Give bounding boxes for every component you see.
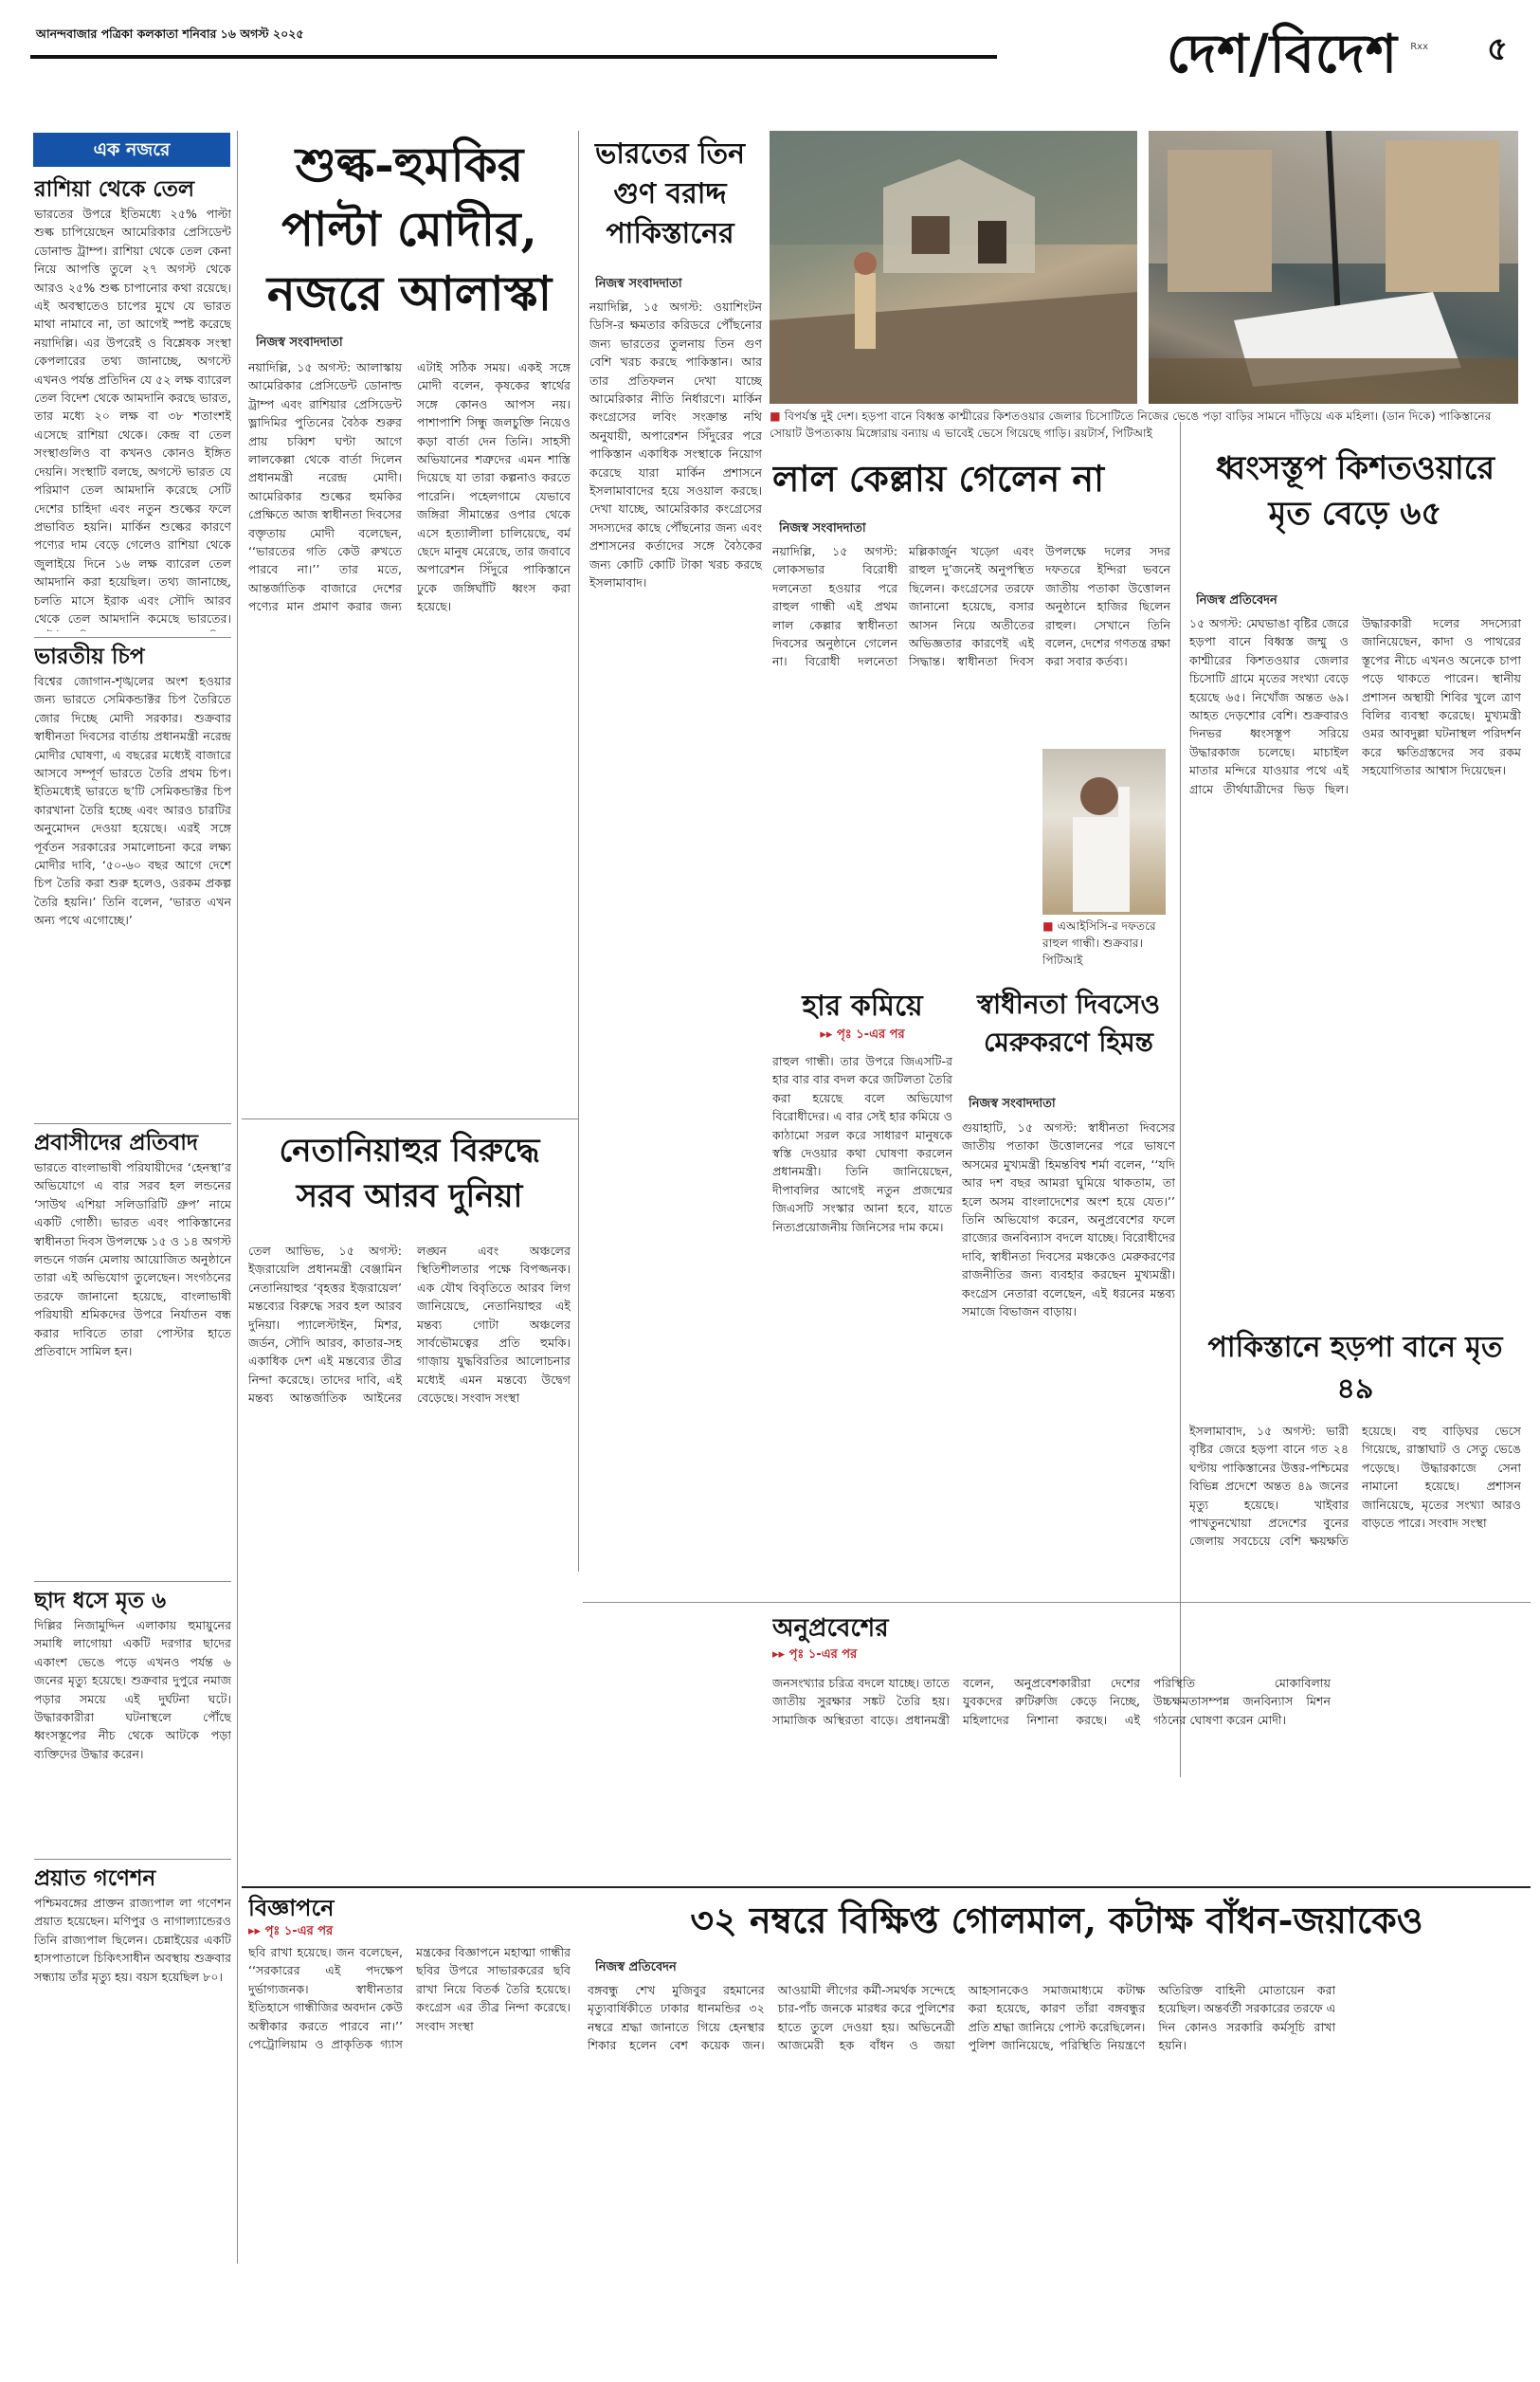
lead-body: নয়াদিল্লি, ১৫ অগস্ট: আলাস্কায় আমেরিকার প্রেসিডেন্ট ডোনাল্ড ট্রাম্প এবং রাশিয়ার প্রেসিডেন্ট ভ্লাদিমির পুতিনের বৈঠক শুরুর প্রায় চব্বিশ ঘণ্টা আগে লালকেল্লা থেকে বার্তা দিলেন প্রধানমন্ত্রী নরেন্দ্র মোদী। আমেরিকার শুল্কের হুমকির প্রেক্ষিতে আজ স্বাধীনতা দিবসের বক্তৃতায় মোদী বলেছেন, ‘‘ভারতের গতি কেউ রুখতে পারবে না।’’ তার মতে, আন্তর্জাতিক বাজারে দেশের পণ্যের মান প্রমাণ করার জন্য এটাই সঠিক সময়। একই সঙ্গে মোদী বলেন, কৃষকের স্বার্থের সঙ্গে কোনও আপস নয়। পাশাপাশি সিন্ধু জলচুক্তি নিয়েও কড়া বার্তা দেন তিনি। সাহসী অভিযানের শত্রুদের এমন শাস্তি দিয়েছে যা তারা কল্পনাও করতে পারেনি। পহেলগামে যেভাবে জঙ্গিরা সীমান্তের ওপার থেকে এসে হত্যালীলা চালিয়েছে, বর্ম ছেদে মানুষ মেরেছে, তার জবাবে অপারেশন সিঁদুরে পাকিস্তানে ঢুকে জঙ্গিঘাঁটি ধ্বংস করা হয়েছে।: [248, 360, 571, 614]
brief-body: পশ্চিমবঙ্গের প্রাক্তন রাজ্যপাল লা গণেশন প্রয়াত হয়েছেন। মণিপুর ও নাগাল্যান্ডেরও তিনি রাজ্যপাল ছিলেন। চেন্নাইয়ের একটি হাসপাতালে চিকিৎসাধীন অবস্থায় শুক্রবার সন্ধ্যায় তাঁর মৃত্যু হয়। বয়স হয়েছিল ৮০।: [34, 1896, 231, 1984]
kishtwar-body: ১৫ অগস্ট: মেঘভাঙা বৃষ্টির জেরে হড়পা বানে বিধ্বস্ত জম্মু ও কাশ্মীরের কিশতওয়ার জেলার চিসোটি গ্রামে মৃতের সংখ্যা বেড়ে হয়েছে ৬৫। নিখোঁজ অন্তত ৬৯। আহত দেড়শোর বেশি। শুক্রবারও দিনভর ধ্বংসস্তূপ সরিয়ে উদ্ধারকাজ চলেছে। মাচাইল মাতার মন্দিরে যাওয়ার পথে এই গ্রামে তীর্থযাত্রীদের ভিড় ছিল। উদ্ধারকারী দলের সদস্যেরা জানিয়েছেন, কাদা ও পাথরের স্তূপের নীচে এখনও অনেকে চাপা পড়ে থাকতে পারেন। স্থানীয় প্রশাসন অস্থায়ী শিবির খুলে ত্রাণ বিলির ব্যবস্থা করেছে। মুখ্যমন্ত্রী ওমর আবদুল্লা ঘটনাস্থল পরিদর্শন করে ক্ষতিগ্রস্তদের সব রকম সহযোগিতার আশ্বাস দিয়েছেন।: [1189, 616, 1521, 796]
pak-flood-headline: পাকিস্তানে হড়পা বানে মৃত ৪৯: [1207, 1331, 1503, 1406]
netanyahu-headline-box: [248, 1128, 571, 1232]
haar-continued: পৃঃ ১-এর পর: [836, 1027, 905, 1042]
rahul-byline: নিজস্ব সংবাদদাতা: [779, 521, 866, 536]
haar-headline-box: [772, 988, 952, 1048]
lead-headline-box: [248, 133, 571, 332]
continued-arrow-icon: ▸▸: [820, 1027, 837, 1042]
rahul-headline-box: [772, 453, 1170, 506]
himanta-body: গুয়াহাটি, ১৫ অগস্ট: স্বাধীনতা দিবসের জাতীয় পতাকা উত্তোলনের পরে ভাষণে অসমের মুখ্যমন্ত্রী হিমন্তবিশ্ব শর্মা বলেন, ‘‘যদি আর দশ বছর আমরা ঘুমিয়ে থাকতাম, তা হলে অসম বাংলাদেশের অংশ হয়ে যেত।’’ তিনি অভিযোগ করেন, অনুপ্রবেশের ফলে রাজ্যের জনবিন্যাস বদলে যাচ্ছে। বিরোধীদের দাবি, স্বাধীনতা দিবসের মঞ্চকেও মেরুকরণের রাজনীতির জন্য ব্যবহার করছেন মুখ্যমন্ত্রী। কংগ্রেস নেতারা বলেছেন, এই ধরনের মন্তব্য সমাজে বিভাজন বাড়ায়।: [962, 1120, 1175, 1319]
anupravesh-continued: পৃঃ ১-এর পর: [788, 1647, 858, 1662]
brief-title: প্রবাসীদের প্রতিবাদ: [34, 1130, 198, 1155]
netanyahu-body: তেল আভিভ, ১৫ অগস্ট: ইজ়রায়েলি প্রধানমন্ত্রী বেঞ্জামিন নেতানিয়াহুর ‘বৃহত্তর ইজ়রায়েল’ মন্তব্যের বিরুদ্ধে সরব হল আরব দুনিয়া। প্যালেস্টাইন, মিশর, জর্ডন, সৌদি আরব, কাতার-সহ একাধিক দেশ এই মন্তব্যের তীব্র নিন্দা করেছে। তাদের দাবি, এই মন্তব্য আন্তর্জাতিক আইনের লঙ্ঘন এবং অঞ্চলের স্থিতিশীলতার পক্ষে বিপজ্জনক। এক যৌথ বিবৃতিতে আরব লিগ জানিয়েছে, নেতানিয়াহুর এই মন্তব্য গোটা অঞ্চলের সার্বভৌমত্বের প্রতি হুমকি। গাজ়ায় যুদ্ধবিরতির আলোচনার মধ্যেই এমন মন্তব্যে উদ্বেগ বেড়েছে। সংবাদ সংস্থা: [248, 1244, 571, 1406]
brief-title: প্রয়াত গণেশন: [34, 1865, 156, 1891]
anupravesh-body: জনসংখ্যার চরিত্র বদলে যাচ্ছে। তাতে জাতীয় সুরক্ষার সঙ্কট তৈরি হয়। সামাজিক অস্থিরতা বাড়ে। প্রধানমন্ত্রী বলেন, অনুপ্রবেশকারীরা দেশের যুবকদের রুটিরুজি কেড়ে নিচ্ছে, মহিলাদের নিশানা করছে। এই পরিস্থিতি মোকাবিলায় উচ্চক্ষমতাসম্পন্ন জনবিন্যাস মিশন গঠনের ঘোষণা করেন মোদী।: [772, 1676, 1331, 1727]
golmal-byline: নিজস্ব প্রতিবেদন: [595, 1960, 677, 1974]
section-title: দেশ/বিদেশ: [1167, 23, 1398, 85]
flood-debris-illustration: [770, 131, 1137, 404]
haar-body: রাহুল গান্ধী। তার উপরে জিএসটি-র হার বার বার বদল করে জটিলতা তৈরি করা হয়েছে বলে অভিযোগ বিরোধীদের। এ বার সেই হার কমিয়ে ও কাঠামো সরল করে সাধারণ মানুষকে স্বস্তি দেওয়ার কথা ঘোষণা করলেন প্রধানমন্ত্রী। তিনি জানিয়েছেন, দীপাবলির আগেই নতুন প্রজন্মের জিএসটি সংস্কার আনা হবে, যাতে নিত্যপ্রয়োজনীয় জিনিসের দাম কমে।: [772, 1054, 952, 1234]
pak-flood-headline-box: [1189, 1327, 1521, 1414]
pak-story-byline: নিজস্ব সংবাদদাতা: [595, 277, 682, 291]
himanta-byline: নিজস্ব সংবাদদাতা: [969, 1097, 1056, 1111]
golmal-headline: ৩২ নম্বরে বিক্ষিপ্ত গোলমাল, কটাক্ষ বাঁধন-জয়াকেও: [690, 1899, 1423, 1941]
brief-title: ছাদ ধসে মৃত ৬: [34, 1588, 167, 1613]
page-number: ৫: [1486, 30, 1508, 68]
brief-title: ভারতীয় চিপ: [34, 644, 145, 669]
brief-protest: [34, 1123, 231, 1575]
brief-body: ভারতের উপরে ইতিমধ্যে ২৫% পাল্টা শুল্ক চাপিয়েছেন আমেরিকার প্রেসিডেন্ট ডোনাল্ড ট্রাম্প। রাশিয়া থেকে তেল কেনা নিয়ে আপত্তি তুলে ২৭ অগস্ট থেকে আরও ২৫% শুল্ক চাপানোর কথা রয়েছে। এই অবস্থাতেও চাপের মুখে যে ভারত মাথা নামাবে না, তা আগেই স্পষ্ট করেছে নয়াদিল্লি। এর উপরেই ও বিশ্লেষক সংস্থা কেপলারের তথ্য জানাচ্ছে, অগস্টে এখনও পর্যন্ত প্রতিদিন যে ৫২ লক্ষ ব্যারেল তেল বিদেশ থেকে আমদানি করছে ভারত, তার মধ্যে ২০ লক্ষ বা ৩৮ শতাংশই এসেছে রাশিয়া থেকে। কেন্দ্র বা তেল সংস্থাগুলিও বা কখনও কোনও ইঙ্গিত দেয়নি। সংস্থাটি বলছে, অগস্টে ভারত যে পরিমাণ তেল আমদানি করেছে সেটি দেশের চাহিদা এবং নতুন শুল্কের ফলে প্রভাবিত হয়নি। মার্কিন শুল্কের কারণে পণ্যের দাম বেড়ে গেলেও রাশিয়া থেকে জুলাইয়ে দিনে ১৬ লক্ষ ব্যারেল তেল আমদানি করা হয়েছিল। তথ্য জানাচ্ছে, চলতি মাসে ইরাক এবং সৌদি আরব থেকে তেল আমদানি কমেছে ভারতের।: [34, 207, 231, 626]
ek-nojore-label: এক নজরে: [33, 133, 230, 167]
rahul-photo-caption-text: এআইসিসি-র দফতরে রাহুল গান্ধী। শুক্রবার। পিটিআই: [1042, 919, 1156, 967]
golmal-body: বঙ্গবন্ধু শেখ মুজিবুর রহমানের মৃত্যুবার্ষিকীতে ঢাকার ধানমন্ডির ৩২ নম্বরে শ্রদ্ধা জানাতে গিয়ে হেনস্থার শিকার হলেন বেশ কয়েক জন। আওয়ামী লীগের কর্মী-সমর্থক সন্দেহে চার-পাঁচ জনকে মারধর করে পুলিশের হাতে তুলে দেওয়া হয়। অভিনেত্রী আজমেরী হক বাঁধন ও জয়া আহসানকেও সমাজমাধ্যমে কটাক্ষ করা হয়েছে, কারণ তাঁরা বঙ্গবন্ধুর প্রতি শ্রদ্ধা জানিয়ে পোস্ট করেছিলেন। পুলিশ জানিয়েছে, পরিস্থিতি নিয়ন্ত্রণে অতিরিক্ত বাহিনী মোতায়েন করা হয়েছিল। অন্তর্বর্তী সরকারের তরফে এ দিন কোনও সরকারি কর্মসূচি রাখা হয়নি।: [588, 1983, 1336, 2053]
brief-indian-chip: [34, 637, 231, 1118]
brief-russia-oil: [34, 174, 231, 631]
himanta-headline-box: [962, 986, 1175, 1090]
vigyapan-body: ছবি রাখা হয়েছে। জন বলেছেন, ‘‘সরকারের এই পদক্ষেপ দুর্ভাগ্যজনক। স্বাধীনতার ইতিহাসে গান্ধীজির অবদান কেউ অস্বীকার করতে পারবে না।’’ পেট্রোলিয়াম ও প্রাকৃতিক গ্যাস মন্ত্রকের বিজ্ঞাপনে মহাত্মা গান্ধীর ছবির উপরে সাভারকরের ছবি রাখা নিয়ে বিতর্ক তৈরি হয়েছে। কংগ্রেস এর তীব্র নিন্দা করেছে। সংবাদ সংস্থা: [248, 1945, 571, 2052]
pakistan-flood-photo: [1149, 131, 1518, 404]
lead-byline: নিজস্ব সংবাদদাতা: [256, 336, 343, 350]
kishtwar-headline-box: [1189, 445, 1521, 588]
brief-ganeshan: [34, 1859, 231, 2074]
photo-caption: [770, 408, 1518, 444]
himanta-headline: স্বাধীনতা দিবসেও মেরুকরণে হিমন্ত: [976, 989, 1161, 1058]
pak-flood-body: ইসলামাবাদ, ১৫ অগস্ট: ভারী বৃষ্টির জেরে হড়পা বানে গত ২৪ ঘণ্টায় পাকিস্তানের উত্তর-পশ্চিমের বিভিন্ন প্রদেশে অন্তত ৪৯ জনের মৃত্যু হয়েছে। খাইবার পাখতুনখোয়া প্রদেশের বুনের জেলায় সবচেয়ে বেশি ক্ষয়ক্ষতি হয়েছে। বহু বাড়িঘর ভেসে গিয়েছে, রাস্তাঘাট ও সেতু ভেঙে পড়েছে। উদ্ধারকাজে সেনা নামানো হয়েছে। প্রশাসন জানিয়েছে, মৃতের সংখ্যা আরও বাড়তে পারে। সংবাদ সংস্থা: [1189, 1424, 1521, 1549]
anupravesh-headline: অনুপ্রবেশের: [772, 1614, 889, 1643]
rahul-headline: লাল কেল্লায় গেলেন না: [772, 457, 1105, 500]
brief-body: দিল্লির নিজামুদ্দিন এলাকায় হুমায়ুনের সমাধি লাগোয়া একটি দরগার ছাদের একাংশ ভেঙে পড়ে এখনও পর্যন্ত ৬ জনের মৃত্যু হয়েছে। শুক্রবার দুপুরে নমাজ পড়ার সময়ে এই দুর্ঘটনা ঘটে। উদ্ধারকারীরা ঘটনাস্থলে পৌঁছে ধ্বংসস্তূপের নীচ থেকে আটকে পড়া ব্যক্তিদের উদ্ধার করেন।: [34, 1618, 231, 1761]
rahul-photo-caption: [1042, 918, 1170, 971]
golmal-headline-box: [588, 1894, 1526, 1951]
haar-headline: হার কমিয়ে: [802, 990, 923, 1023]
continued-arrow-icon: ▸▸: [248, 1924, 265, 1938]
ek-nojore-column: [34, 174, 231, 2355]
section-tag: Rxx: [1410, 42, 1428, 52]
brief-title: রাশিয়া থেকে তেল: [34, 176, 195, 202]
photo-caption-text: বিপর্যস্ত দুই দেশ। হড়পা বানে বিধ্বস্ত কাশ্মীরের কিশতওয়ার জেলার চিসোটিতে নিজের ভেঙে পড়া বাড়ির সামনে দাঁড়িয়ে এক মহিলা। (ডান দিকে) পাকিস্তানের সোয়াট উপত্যকায় মিঙ্গোরায় বন্যায় এ ভাবেই ভেসে গিয়েছে গাড়ি। রয়টার্স, পিটিআই: [770, 409, 1492, 440]
pak-story-headline-box: [589, 135, 751, 269]
lead-headline: শুল্ক-হুমকির পাল্টা মোদীর, নজরে আলাস্কা: [266, 136, 553, 321]
vigyapan-headline: বিজ্ঞাপনে: [248, 1894, 335, 1921]
pak-story-headline: ভারতের তিন গুণ বরাদ্দ পাকিস্তানের: [594, 137, 746, 250]
rahul-body: নয়াদিল্লি, ১৫ অগস্ট: লোকসভার বিরোধী দলনেতা হওয়ার পরে রাহুল গান্ধী এই প্রথম লাল কেল্লার স্বাধীনতা দিবসের অনুষ্ঠানে গেলেন না। বিরোধী দলনেতা মল্লিকার্জুন খড়্গে এবং রাহুল দু’জনেই অনুপস্থিত ছিলেন। কংগ্রেসের তরফে জানানো হয়েছে, বসার আসন নিয়ে অতীতের অভিজ্ঞতার কারণেই এই সিদ্ধান্ত। স্বাধীনতা দিবস উপলক্ষে দলের সদর দফতরে ইন্দিরা ভবনে জাতীয় পতাকা উত্তোলন অনুষ্ঠানে হাজির ছিলেন রাহুল। সেখানে তিনি বলেন, দেশের গণতন্ত্র রক্ষা করা সবার কর্তব্য।: [772, 544, 1170, 669]
brief-body: বিশ্বের জোগান-শৃঙ্খলের অংশ হওয়ার জন্য ভারতে সেমিকন্ডাক্টর চিপ তৈরিতে জোর দিচ্ছে মোদী সরকার। শুক্রবার স্বাধীনতা দিবসের বার্তায় প্রধানমন্ত্রী নরেন্দ্র মোদীর ঘোষণা, এ বছরের মধ্যেই বাজারে আসবে সম্পূর্ণ ভারতে তৈরি প্রথম চিপ। ইতিমধ্যেই ভারতে ছ’টি সেমিকন্ডাক্টর চিপ কারখানা তৈরি হচ্ছে এবং আরও চারটির অনুমোদন দেওয়া হয়েছে। এরই সঙ্গে পূর্বতন সরকারের সমালোচনা করে লক্ষ্য মোদীর দাবি, ‘৫০-৬০ বছর আগে দেশে চিপ তৈরি করা শুরু হলেও, ওরকম প্রকল্প তৈরি হয়নি।’ তিনি বলেন, ‘ভারত এখন অন্য পথে এগোচ্ছে।’: [34, 674, 231, 928]
vigyapan-continued: পৃঃ ১-এর পর: [264, 1924, 334, 1938]
brief-body: ভারতে বাংলাভাষী পরিযায়ীদের ‘হেনস্থা’র অভিযোগে এ বার সরব হল লন্ডনের ‘সাউথ এশিয়া সলিডারিটি গ্রুপ’ নামে একটি গোষ্ঠী। ভারত এবং পাকিস্তানের স্বাধীনতা দিবস উপলক্ষে ১৫ ও ১৪ অগস্ট লন্ডনে গর্জন মেলায় আয়োজিত অনুষ্ঠানে তারা এই অভিযোগ তুলেছেন। সংগঠনের তরফে জানানো হয়েছে, বাংলাভাষী পরিযায়ী শ্রমিকদের উপরে নির্যাতন বন্ধ করার দাবিতে তারা পোস্টার হাতে প্রতিবাদে সামিল হন।: [34, 1160, 231, 1359]
caption-marker-icon: ■: [1042, 919, 1058, 933]
kishtwar-byline: নিজস্ব প্রতিবেদন: [1196, 593, 1277, 608]
flooded-car-illustration: [1149, 131, 1518, 404]
rahul-figure-illustration: [1042, 749, 1166, 915]
kishtwar-headline: ধ্বংসস্তূপ কিশতওয়ারে মৃত বেড়ে ৬৫: [1215, 449, 1495, 533]
brief-roof-collapse: [34, 1581, 231, 1853]
caption-marker-icon: ■: [770, 409, 785, 423]
anupravesh-headline-box: [772, 1611, 981, 1668]
netanyahu-headline: নেতানিয়াহুর বিরুদ্ধে সরব আরব দুনিয়া: [279, 1132, 540, 1215]
pak-story-body: নয়াদিল্লি, ১৫ অগস্ট: ওয়াশিংটন ডিসি-র ক্ষমতার করিডরে পৌঁছনোর জন্য ভারতের তুলনায় তিন গুণ বেশি খরচ করছে পাকিস্তান। আর তার প্রতিফলন দেখা যাচ্ছে আমেরিকার নীতি নির্ধারণে। মার্কিন কংগ্রেসের লবিং সংক্রান্ত নথি অনুযায়ী, অপারেশন সিঁদুরের পরে পাকিস্তান একাধিক সংস্থাকে নিয়োগ করেছে যারা মার্কিন প্রশাসনে ইসলামাবাদের হয়ে সওয়াল করছে। দেখা যাচ্ছে, আমেরিকার কংগ্রেসের সদস্যদের কাছে পৌঁছনোর জন্য এবং প্রশাসনের কর্তাদের সঙ্গে বৈঠকের জন্য কোটি কোটি টাকা খরচ করছে ইসলামাবাদ।: [589, 300, 762, 591]
kishtwar-photo: [770, 131, 1137, 404]
vigyapan-headline-box: [248, 1894, 400, 1939]
masthead-rule: [30, 55, 997, 59]
rahul-photo: [1042, 749, 1166, 915]
dateline: আনন্দবাজার পত্রিকা কলকাতা শনিবার ১৬ অগস্ট ২০২৫: [36, 27, 304, 41]
continued-arrow-icon: ▸▸: [772, 1647, 789, 1662]
